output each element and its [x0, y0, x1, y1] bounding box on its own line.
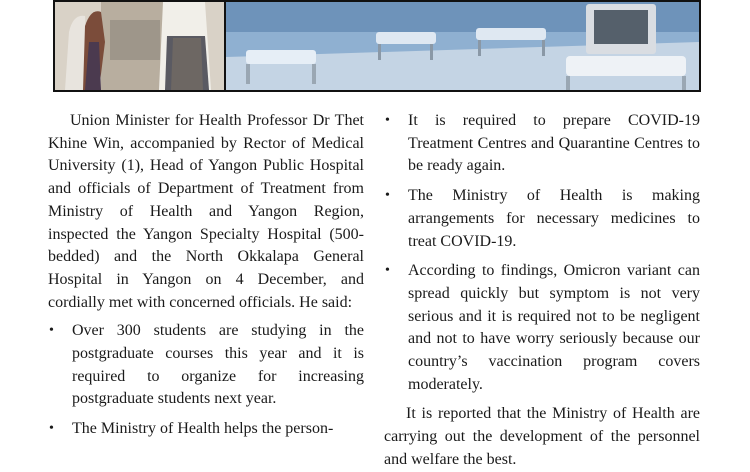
closing-paragraph: It is reported that the Ministry of Health are carrying out the development of the personnel and welfare the best. — [384, 405, 700, 468]
bullet-marker: • — [385, 113, 390, 128]
hospital-ward-photo — [224, 0, 701, 92]
right-bullet-list — [384, 110, 700, 396]
bullet-text: The Ministry of Health is making arrangements for necessary medicines to treat COVID-19. — [408, 187, 700, 250]
bullet-text: It is required to prepare COVID-19 Treatment Centres and Quarantine Centres to be ready again. — [408, 112, 700, 175]
list-item — [384, 185, 700, 253]
list-item — [384, 110, 700, 178]
list-item — [384, 260, 700, 396]
intro-paragraph: Union Minister for Health Professor Dr Thet Khine Win, accompanied by Rector of Medical University (1), Head of Yangon Public Hospital and officials of Department of Treatment from Ministry of Health and Yangon Region, inspected the Yangon Specialty Hospital (500-bedded) and the North Okkalapa General Hospital in Yangon on 4 December, and cordially met with concerned officials. He said: — [48, 112, 364, 311]
bullet-marker: • — [49, 323, 54, 339]
officials-illustration — [55, 2, 225, 90]
bullet-text: Over 300 students are studying in the postgraduate courses this year and it is required to organize for increasing postgraduate students next year. — [72, 322, 364, 408]
bullet-marker: • — [49, 421, 54, 437]
bullet-marker: • — [385, 188, 390, 204]
list-item — [48, 418, 364, 441]
list-item — [48, 320, 364, 411]
left-column — [48, 110, 364, 448]
left-bullet-list — [48, 320, 364, 441]
officials-photo — [53, 0, 227, 92]
right-column — [384, 110, 700, 472]
bullet-marker: • — [385, 263, 390, 279]
bullet-text: The Ministry of Health helps the person- — [72, 420, 334, 438]
hospital-ward-illustration — [226, 2, 699, 90]
bullet-text: According to findings, Omicron variant can spread quickly but symptom is not very serious and it is required not to be negligent and not to have worry seriously because our country’s vaccination program covers moderately. — [408, 262, 700, 393]
photo-strip — [0, 0, 750, 92]
